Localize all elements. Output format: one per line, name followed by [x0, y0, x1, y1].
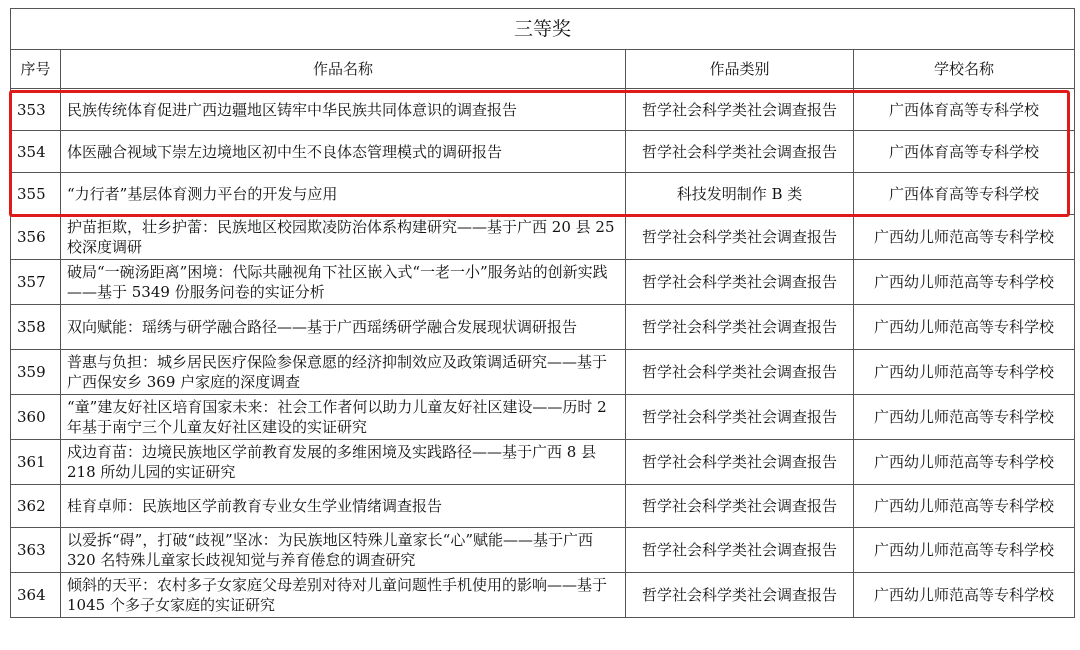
school-name: 广西幼儿师范高等专科学校: [854, 350, 1075, 395]
work-name: “童”建友好社区培育国家未来：社会工作者何以助力儿童友好社区建设——历时 2 年基于南宁三个儿童友好社区建设的实证研究: [61, 395, 626, 440]
table-row: [11, 305, 1075, 350]
row-number: 355: [11, 173, 61, 215]
work-category: 哲学社会科学类社会调查报告: [626, 260, 854, 305]
school-name: 广西体育高等专科学校: [854, 131, 1075, 173]
row-number: 360: [11, 395, 61, 440]
row-number: 357: [11, 260, 61, 305]
school-name: 广西幼儿师范高等专科学校: [854, 395, 1075, 440]
work-category: 哲学社会科学类社会调查报告: [626, 131, 854, 173]
header-row: [11, 50, 1075, 89]
work-category: 哲学社会科学类社会调查报告: [626, 440, 854, 485]
school-name: 广西体育高等专科学校: [854, 89, 1075, 131]
school-name: 广西幼儿师范高等专科学校: [854, 528, 1075, 573]
school-name: 广西幼儿师范高等专科学校: [854, 573, 1075, 618]
work-category: 哲学社会科学类社会调查报告: [626, 215, 854, 260]
work-category: 科技发明制作 B 类: [626, 173, 854, 215]
table-row: [11, 395, 1075, 440]
row-number: 363: [11, 528, 61, 573]
table-row: [11, 173, 1075, 215]
work-name: 护苗拒欺，壮乡护蕾：民族地区校园欺凌防治体系构建研究——基于广西 20 县 25 校深度调研: [61, 215, 626, 260]
table-row: [11, 573, 1075, 618]
work-name: 民族传统体育促进广西边疆地区铸牢中华民族共同体意识的调查报告: [61, 89, 626, 131]
work-category: 哲学社会科学类社会调查报告: [626, 89, 854, 131]
school-name: 广西幼儿师范高等专科学校: [854, 440, 1075, 485]
table-row: [11, 485, 1075, 528]
row-number: 356: [11, 215, 61, 260]
work-name: 普惠与负担：城乡居民医疗保险参保意愿的经济抑制效应及政策调适研究——基于广西保安乡 369 户家庭的深度调查: [61, 350, 626, 395]
work-name: 双向赋能：瑶绣与研学融合路径——基于广西瑶绣研学融合发展现状调研报告: [61, 305, 626, 350]
row-number: 364: [11, 573, 61, 618]
header-school: 学校名称: [854, 50, 1075, 89]
table-row: [11, 260, 1075, 305]
work-category: 哲学社会科学类社会调查报告: [626, 395, 854, 440]
work-name: 体医融合视域下崇左边境地区初中生不良体态管理模式的调研报告: [61, 131, 626, 173]
row-number: 359: [11, 350, 61, 395]
table-row: [11, 215, 1075, 260]
row-number: 353: [11, 89, 61, 131]
row-number: 362: [11, 485, 61, 528]
table-row: [11, 528, 1075, 573]
school-name: 广西幼儿师范高等专科学校: [854, 305, 1075, 350]
table-row: [11, 350, 1075, 395]
work-name: 戍边育苗：边境民族地区学前教育发展的多维困境及实践路径——基于广西 8 县 218 所幼儿园的实证研究: [61, 440, 626, 485]
school-name: 广西幼儿师范高等专科学校: [854, 485, 1075, 528]
school-name: 广西幼儿师范高等专科学校: [854, 260, 1075, 305]
school-name: 广西幼儿师范高等专科学校: [854, 215, 1075, 260]
work-category: 哲学社会科学类社会调查报告: [626, 573, 854, 618]
row-number: 358: [11, 305, 61, 350]
awards-table: [10, 8, 1075, 618]
work-category: 哲学社会科学类社会调查报告: [626, 485, 854, 528]
row-number: 361: [11, 440, 61, 485]
table-row: [11, 440, 1075, 485]
header-no: 序号: [11, 50, 61, 89]
work-category: 哲学社会科学类社会调查报告: [626, 528, 854, 573]
school-name: 广西体育高等专科学校: [854, 173, 1075, 215]
table-title: 三等奖: [11, 9, 1075, 50]
work-name: 以爱拆“碍”，打破“歧视”坚冰：为民族地区特殊儿童家长“心”赋能——基于广西 320 名特殊儿童家长歧视知觉与养育倦怠的调查研究: [61, 528, 626, 573]
work-name: 倾斜的天平：农村多子女家庭父母差别对待对儿童问题性手机使用的影响——基于 1045 个多子女家庭的实证研究: [61, 573, 626, 618]
header-name: 作品名称: [61, 50, 626, 89]
table-row: [11, 89, 1075, 131]
title-row: [11, 9, 1075, 50]
work-category: 哲学社会科学类社会调查报告: [626, 305, 854, 350]
work-name: 桂育卓师：民族地区学前教育专业女生学业情绪调查报告: [61, 485, 626, 528]
work-name: 破局“一碗汤距离”困境：代际共融视角下社区嵌入式“一老一小”服务站的创新实践——基于 5349 份服务问卷的实证分析: [61, 260, 626, 305]
table-row: [11, 131, 1075, 173]
work-name: “力行者”基层体育测力平台的开发与应用: [61, 173, 626, 215]
header-category: 作品类别: [626, 50, 854, 89]
work-category: 哲学社会科学类社会调查报告: [626, 350, 854, 395]
row-number: 354: [11, 131, 61, 173]
